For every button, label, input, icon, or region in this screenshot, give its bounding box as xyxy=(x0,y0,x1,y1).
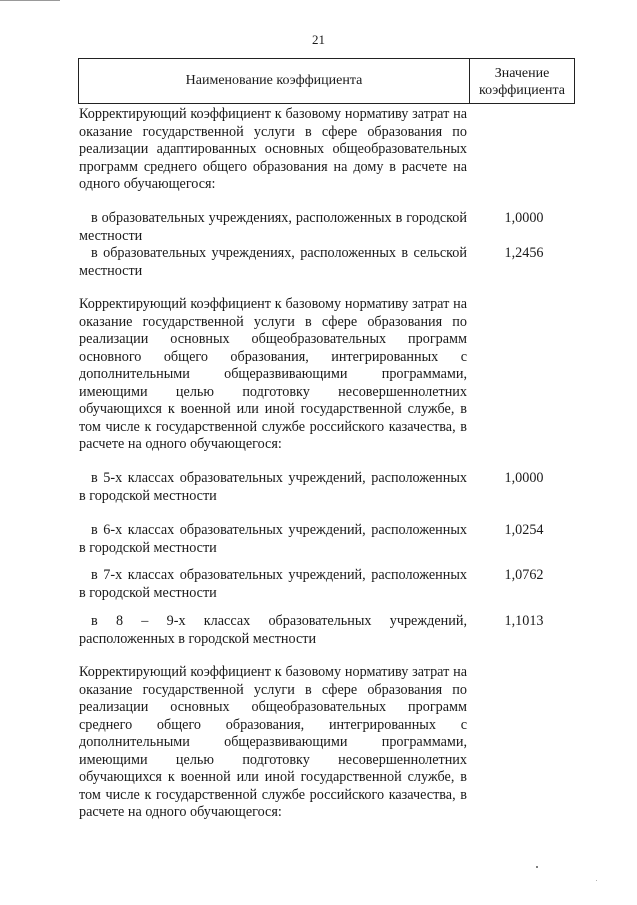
section-1-item-2-value: 1,2456 xyxy=(504,245,544,261)
section-1-heading: Корректирующий коэффициент к базовому нормативу затрат на оказание государственной услуги в сфере образования по реализации адаптированных основных общеобразовательных программ среднего общего образования на дому в расчете на одного обучающегося: xyxy=(79,106,467,192)
section-2-item-4-value: 1,1013 xyxy=(504,613,544,629)
section-2-item-1-text: в 5-х классах образовательных учреждений, расположенных в городской местности xyxy=(79,470,467,504)
section-2-item-3-value: 1,0762 xyxy=(504,567,544,583)
scan-speck xyxy=(536,866,538,868)
header-name-column: Наименование коэффициента xyxy=(79,59,470,103)
page-number: 21 xyxy=(312,32,325,47)
section-2-item-2-value: 1,0254 xyxy=(504,522,544,538)
scan-speck xyxy=(596,880,597,881)
table-header xyxy=(78,58,575,104)
section-2-item-1-value: 1,0000 xyxy=(504,470,544,486)
header-value-column: Значение коэффициента xyxy=(479,65,565,98)
section-1-item-1-value: 1,0000 xyxy=(504,210,544,226)
section-2-item-3-text: в 7-х классах образовательных учреждений, расположенных в городской местности xyxy=(79,567,467,601)
section-2-heading: Корректирующий коэффициент к базовому нормативу затрат на оказание государственной услуги в сфере образования по реализации основных общеобразовательных программ основного общего образования, интегрированных с дополнительными общеразвивающими программами, имеющими целью подготовку несовершеннолетних обучающихся к военной или иной государственной службе, в том числе к государственной службе российского казачества, в расчете на одного обучающегося: xyxy=(79,296,467,452)
section-3-heading: Корректирующий коэффициент к базовому нормативу затрат на оказание государственной услуги в сфере образования по реализации основных общеобразовательных программ среднего общего образования, интегрированных с дополнительными общеразвивающими программами, имеющими целью подготовку несовершеннолетних обучающихся к военной или иной государственной службе, в том числе к государственной службе российского казачества, в расчете на одного обучающегося: xyxy=(79,664,467,820)
section-1-item-1-text: в образовательных учреждениях, расположенных в городской местности xyxy=(79,210,467,244)
scan-edge-mark xyxy=(0,0,60,1)
section-1-item-2-text: в образовательных учреждениях, расположенных в сельской местности xyxy=(79,245,467,279)
section-2-item-2-text: в 6-х классах образовательных учреждений, расположенных в городской местности xyxy=(79,522,467,556)
section-2-item-4-text: в 8 – 9-х классах образовательных учреждений, расположенных в городской местности xyxy=(79,613,467,647)
